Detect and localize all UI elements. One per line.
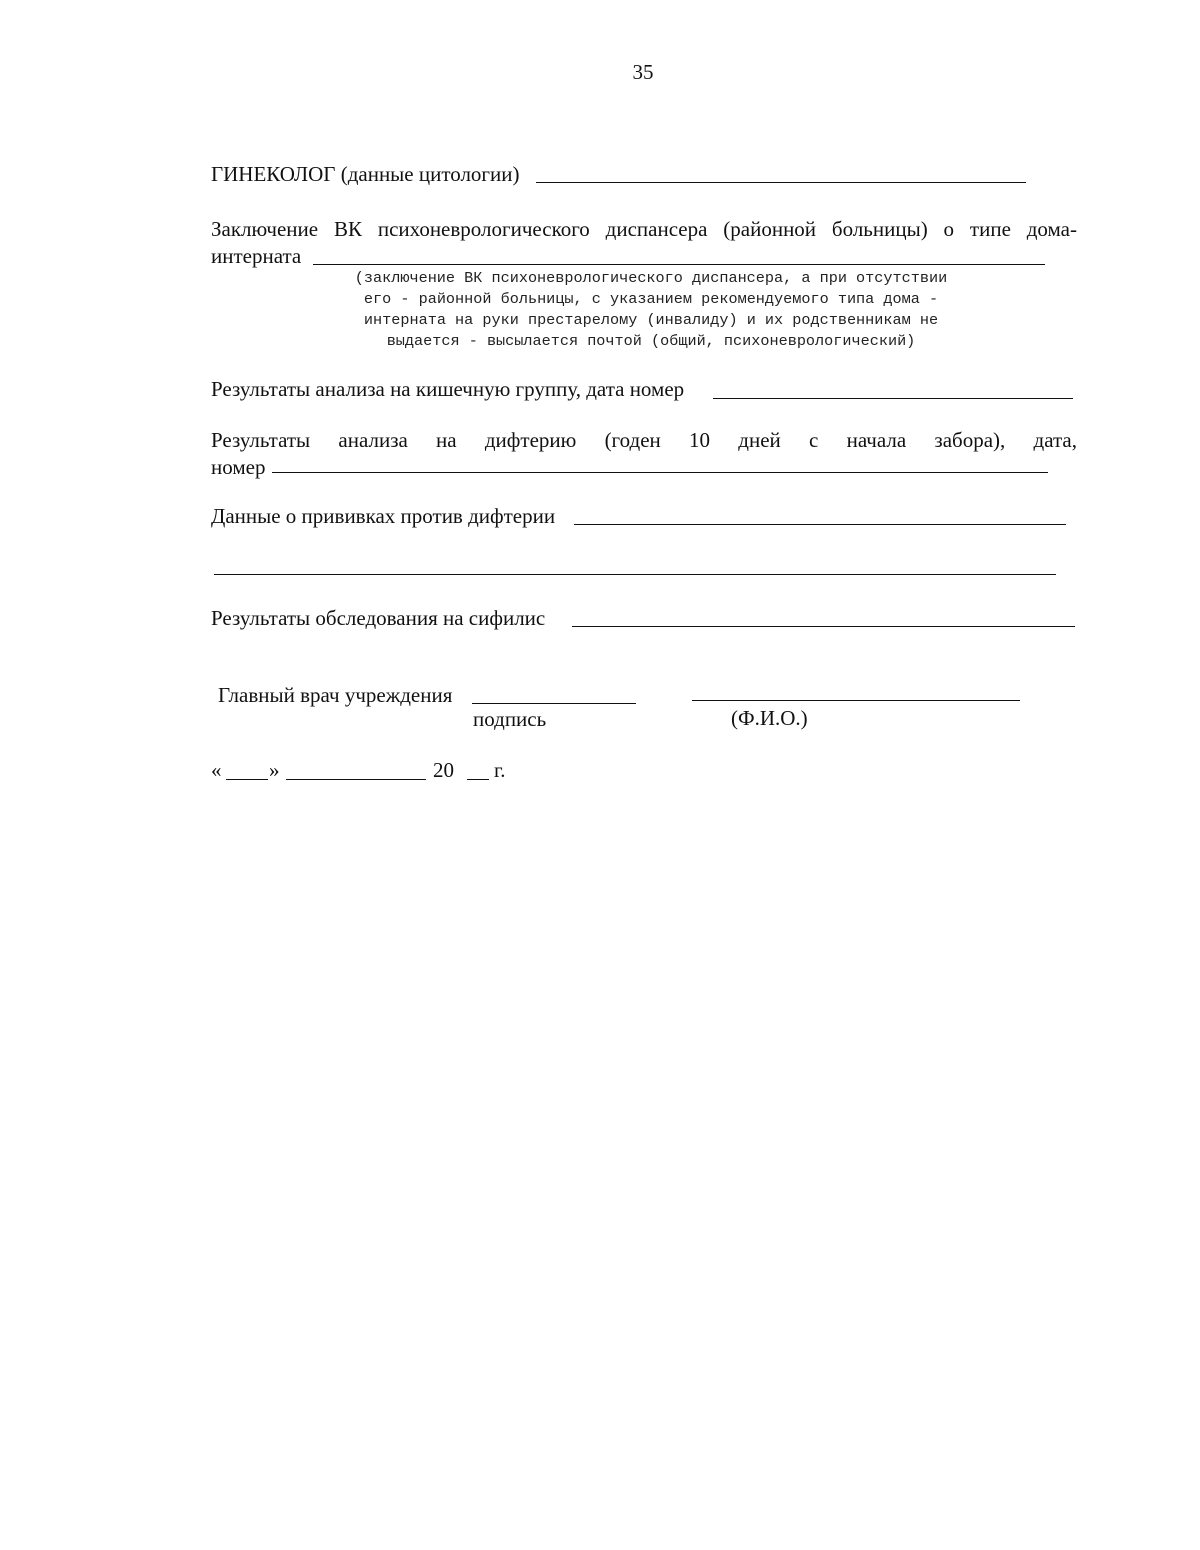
page-number: 35 [632, 60, 654, 84]
conclusion-note-line: его - районной больницы, с указанием рекомендуемого типа дома - [363, 290, 939, 308]
chief-doctor-label: Главный врач учреждения [218, 683, 453, 707]
conclusion-note-line: выдается - высылается почтой (общий, психоневрологический) [386, 332, 916, 350]
conclusion-note-line: интерната на руки престарелому (инвалиду) и их родственникам не [363, 311, 939, 329]
conclusion-line-2: интерната [211, 244, 302, 268]
gynecologist-label: ГИНЕКОЛОГ (данные цитологии) [211, 162, 520, 186]
date-year-input-line[interactable] [467, 779, 489, 780]
date-month-input-line[interactable] [286, 779, 426, 780]
conclusion-note [258, 268, 1044, 352]
full-name-input-line[interactable] [692, 700, 1020, 701]
signature-input-line[interactable] [472, 703, 636, 704]
diphtheria-test-line-2: номер [211, 455, 266, 479]
diphtheria-test-input-line[interactable] [272, 472, 1048, 473]
syphilis-label: Результаты обследования на сифилис [211, 606, 546, 630]
vaccinations-input-line[interactable] [574, 524, 1066, 525]
full-name-caption: (Ф.И.О.) [731, 706, 808, 730]
date-year-prefix: 20 [433, 758, 454, 782]
gynecologist-input-line[interactable] [536, 182, 1026, 183]
conclusion-input-line[interactable] [313, 264, 1045, 265]
vaccinations-label: Данные о прививках против дифтерии [211, 504, 556, 528]
intestinal-label: Результаты анализа на кишечную группу, дата номер [211, 377, 685, 401]
signature-caption: подпись [473, 707, 547, 731]
conclusion-note-line: (заключение ВК психоневрологического диспансера, а при отсутствии [354, 269, 948, 287]
intestinal-input-line[interactable] [713, 398, 1073, 399]
conclusion-line-1: Заключение ВК психоневрологического диспансера (районной больницы) о типе дома- [211, 217, 1077, 241]
date-close-quote: » [269, 758, 280, 782]
date-year-suffix: г. [494, 758, 506, 782]
date-open-quote: « [211, 758, 222, 782]
syphilis-input-line[interactable] [572, 626, 1075, 627]
vaccinations-input-line-2[interactable] [214, 574, 1056, 575]
date-day-input-line[interactable] [226, 779, 268, 780]
diphtheria-test-line-1: Результаты анализа на дифтерию (годен 10 дней с начала забора), дата, [211, 428, 1077, 452]
